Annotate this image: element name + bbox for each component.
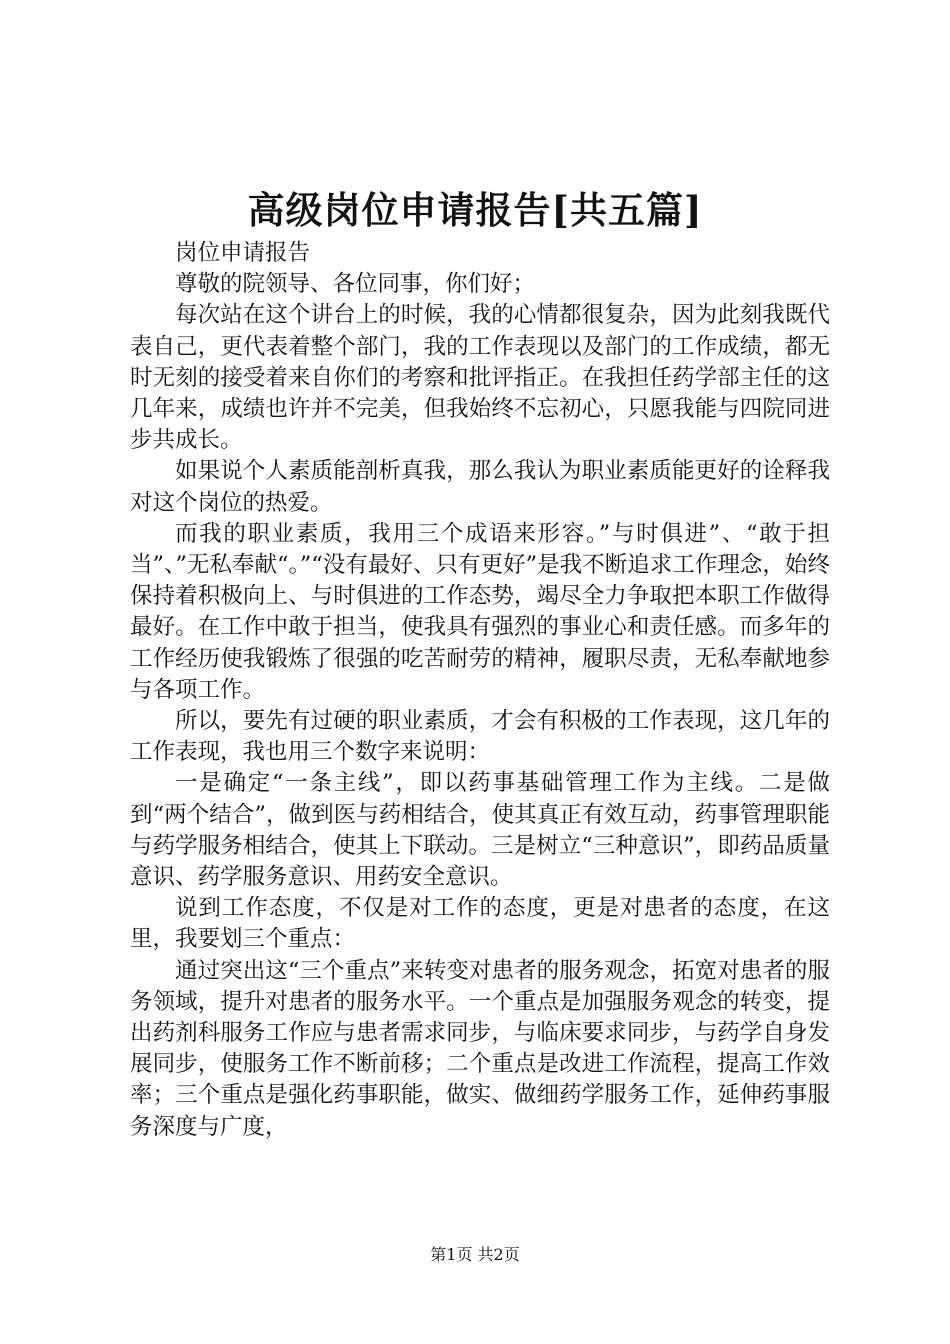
paragraph: 如果说个人素质能剖析真我，那么我认为职业素质能更好的诠释我对这个岗位的热爱。	[130, 458, 830, 516]
document-body	[130, 238, 830, 1143]
document-title: 高级岗位申请报告[共五篇]	[247, 188, 703, 232]
paragraph: 一是确定“一条主线”，即以药事基础管理工作为主线。二是做到“两个结合”，做到医与药相结合，使其真正有效互动，药事管理职能与药学服务相结合，使其上下联动。三是树立“三种意识”，即药品质量意识、药学服务意识、用药安全意识。	[130, 770, 830, 891]
paragraph: 岗位申请报告	[175, 240, 311, 266]
paragraph: 每次站在这个讲台上的时候，我的心情都很复杂，因为此刻我既代表自己，更代表着整个部门，我的工作表现以及部门的工作成绩，都无时无刻的接受着来自你们的考察和批评指正。在我担任药学部主任的这几年来，成绩也许并不完美，但我始终不忘初心，只愿我能与四院同进步共成长。	[130, 302, 830, 454]
paragraph: 说到工作态度，不仅是对工作的态度，更是对患者的态度，在这里，我要划三个重点：	[130, 895, 830, 953]
paragraph: 尊敬的院领导、各位同事，你们好；	[175, 271, 536, 298]
page-number-footer: 第1页 共2页	[430, 1245, 520, 1264]
paragraph: 所以，要先有过硬的职业素质，才会有积极的工作表现，这几年的工作表现，我也用三个数字来说明：	[130, 708, 830, 766]
paragraph: 而我的职业素质，我用三个成语来形容。”与时俱进”、“敢于担当”、”无私奉献“。”“没有最好、只有更好”是我不断追求工作理念，始终保持着积极向上、与时俱进的工作态势，竭尽全力争取把本职工作做得最好。在工作中敢于担当，使我具有强烈的事业心和责任感。而多年的工作经历使我锻炼了很强的吃苦耐劳的精神，履职尽责，无私奉献地参与各项工作。	[130, 520, 830, 703]
paragraph: 通过突出这“三个重点”来转变对患者的服务观念，拓宽对患者的服务领域，提升对患者的服务水平。一个重点是加强服务观念的转变，提出药剂科服务工作应与患者需求同步，与临床要求同步，与药学自身发展同步，使服务工作不断前移；二个重点是改进工作流程，提高工作效率；三个重点是强化药事职能，做实、做细药学服务工作，延伸药事服务深度与广度，	[130, 957, 830, 1140]
